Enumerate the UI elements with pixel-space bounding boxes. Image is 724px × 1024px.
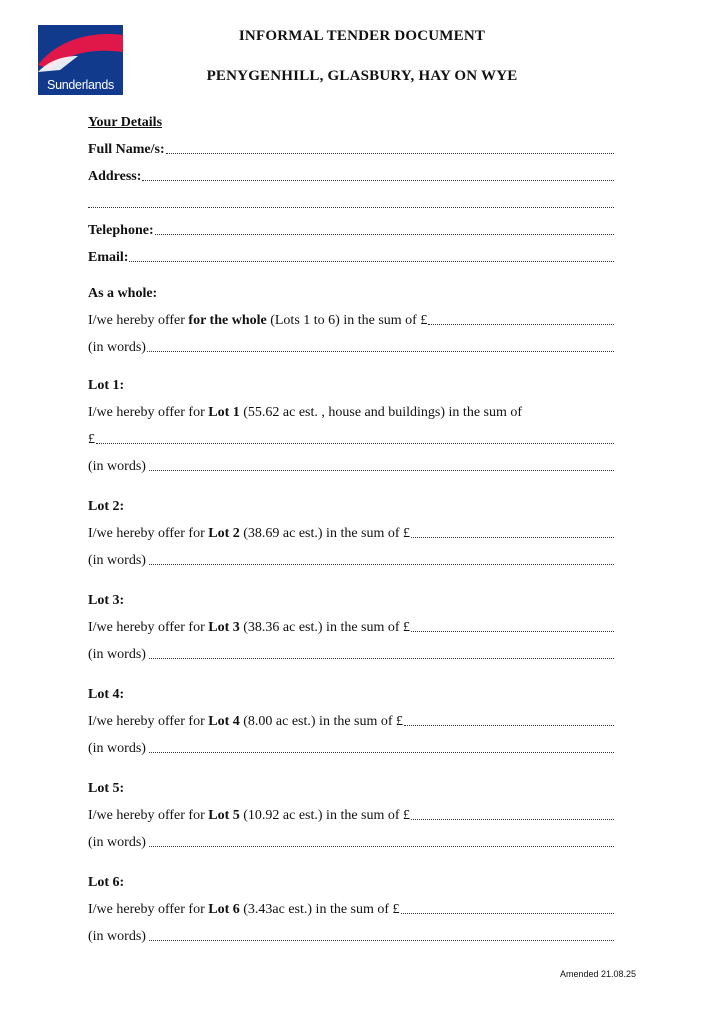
lot-6-heading: Lot 6: (88, 875, 125, 890)
logo-brand-text: Sunderlands (47, 78, 114, 92)
whole-heading: As a whole: (88, 286, 158, 301)
address-label: Address: (88, 169, 142, 184)
telephone-label: Telephone: (88, 223, 154, 238)
lot-4-heading: Lot 4: (88, 687, 125, 702)
address-field[interactable] (142, 179, 614, 181)
email-label: Email: (88, 250, 129, 265)
lot-2-offer-field[interactable] (411, 536, 614, 538)
lot-1-sum-row: £ (88, 421, 614, 448)
lot-4-words-row: (in words) (88, 730, 614, 757)
whole-words-row: (in words) (88, 329, 614, 356)
lot-3-words-field[interactable] (149, 657, 614, 659)
full-name-label: Full Name/s: (88, 142, 165, 157)
lot-2-words-field[interactable] (149, 563, 614, 565)
whole-offer-row: I/we hereby offer for the whole (Lots 1 to 6) in the sum of £ (88, 302, 614, 329)
full-name-row (88, 131, 614, 158)
email-row (88, 239, 614, 266)
tender-form (88, 104, 614, 945)
lot-1-words-field[interactable] (149, 469, 614, 471)
property-title: PENYGENHILL, GLASBURY, HAY ON WYE (206, 68, 518, 84)
lot-5-words-field[interactable] (149, 845, 614, 847)
lot-4-offer-field[interactable] (404, 724, 614, 726)
your-details-heading: Your Details (88, 115, 163, 130)
lot-6-words-row: (in words) (88, 918, 614, 945)
lot-1-heading: Lot 1: (88, 378, 125, 393)
lot-1-offer-field[interactable] (96, 442, 614, 444)
lot-2-words-row: (in words) (88, 542, 614, 569)
lot-5-heading: Lot 5: (88, 781, 125, 796)
lot-1-words-row: (in words) (88, 448, 614, 475)
whole-words-field[interactable] (147, 350, 614, 352)
lot-6-offer-field[interactable] (401, 912, 614, 914)
lot-2-offer-row: I/we hereby offer for Lot 2 (38.69 ac est.) in the sum of £ (88, 515, 614, 542)
lot-5-offer-row: I/we hereby offer for Lot 5 (10.92 ac est.) in the sum of £ (88, 797, 614, 824)
lot-5-words-row: (in words) (88, 824, 614, 851)
lot-4-offer-row: I/we hereby offer for Lot 4 (8.00 ac est.) in the sum of £ (88, 703, 614, 730)
lot-2-heading: Lot 2: (88, 499, 125, 514)
lot-3-offer-field[interactable] (411, 630, 614, 632)
whole-offer-field[interactable] (428, 323, 614, 325)
telephone-field[interactable] (155, 233, 614, 235)
lot-3-heading: Lot 3: (88, 593, 125, 608)
sunderlands-logo (38, 25, 123, 95)
lot-6-words-field[interactable] (149, 939, 614, 941)
lot-6-offer-row: I/we hereby offer for Lot 6 (3.43ac est.) in the sum of £ (88, 891, 614, 918)
document-title: INFORMAL TENDER DOCUMENT (238, 28, 486, 44)
amended-date: Amended 21.08.25 (559, 969, 636, 979)
address-field-2[interactable] (88, 206, 614, 208)
telephone-row (88, 212, 614, 239)
lot-4-words-field[interactable] (149, 751, 614, 753)
email-field[interactable] (129, 260, 614, 262)
lot-3-offer-row: I/we hereby offer for Lot 3 (38.36 ac est.) in the sum of £ (88, 609, 614, 636)
address-row-2 (88, 185, 614, 212)
address-row (88, 158, 614, 185)
lot-3-words-row: (in words) (88, 636, 614, 663)
lot-5-offer-field[interactable] (411, 818, 614, 820)
lot-1-offer-row: I/we hereby offer for Lot 1 (55.62 ac est. , house and buildings) in the sum of (88, 405, 523, 420)
full-name-field[interactable] (166, 152, 614, 154)
